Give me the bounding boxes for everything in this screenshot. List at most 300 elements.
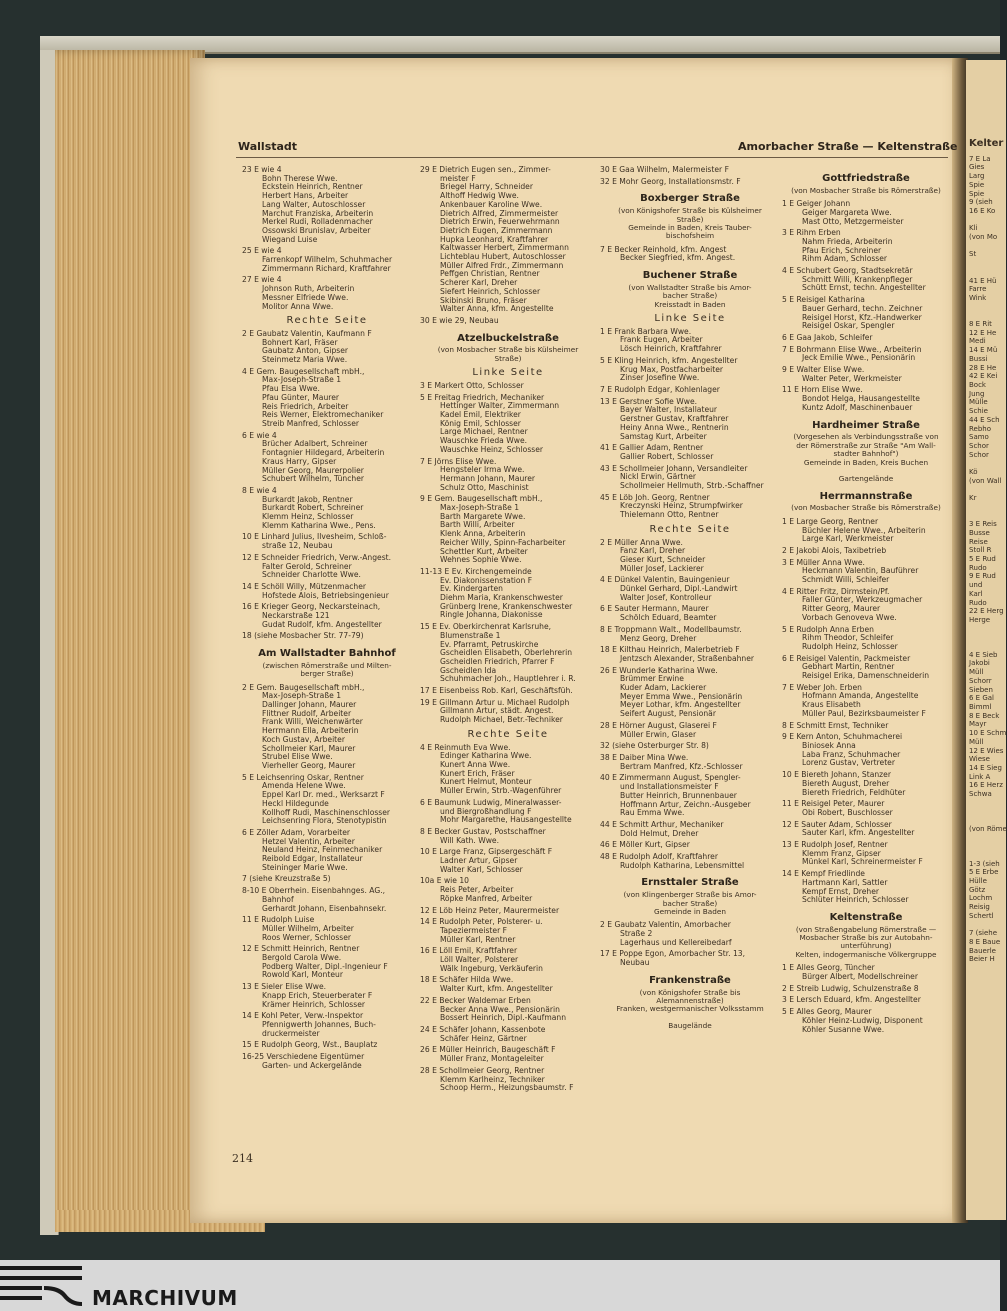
resident-line: Schettler Kurt, Arbeiter	[440, 546, 528, 556]
resident-line: Ladner Artur, Gipser	[440, 856, 518, 866]
next-page-line: Herge	[969, 615, 991, 624]
house-number-line: 1 E Alles Georg, Tüncher	[782, 963, 875, 973]
resident-line: Garten- und Ackergelände	[262, 1060, 362, 1070]
address-entry	[600, 722, 780, 739]
resident-line: Jentzsch Alexander, Straßenbahner	[620, 653, 755, 663]
resident-line: Seifert August, Pensionär	[620, 709, 716, 719]
house-number-line: 4 E Gem. Baugesellschaft mbH.,	[242, 366, 365, 376]
address-entry	[242, 330, 412, 365]
house-number-line: 11 E Reisigel Peter, Maurer	[782, 799, 885, 809]
house-number-line: 18 E Schäfer Hilda Wwe.	[420, 975, 514, 985]
next-page-fragment	[966, 60, 1006, 1220]
address-entry	[782, 996, 950, 1005]
next-page-line: Samo	[969, 433, 989, 442]
house-number-line: 11 E Horn Elise Wwe.	[782, 385, 863, 395]
next-page-line	[966, 799, 1006, 808]
resident-line: Marchut Franziska, Arbeiterin	[262, 208, 374, 218]
next-page-line: Farre	[969, 285, 987, 294]
resident-line: Molitor Anna Wwe.	[262, 301, 334, 311]
next-page-line: Reise	[969, 537, 988, 546]
address-entry	[782, 841, 950, 867]
resident-line: Gebhart Martin, Rentner	[802, 662, 895, 672]
resident-line: Schölch Eduard, Beamter	[620, 613, 717, 623]
next-page-line: Schorr	[969, 676, 992, 685]
house-number-line: 15 E Rudolph Georg, Wst., Bauplatz	[242, 1040, 378, 1050]
resident-line: Lorenz Gustav, Vertreter	[802, 758, 895, 768]
resident-line: Wiegand Luise	[262, 234, 318, 244]
address-entry	[782, 588, 950, 623]
house-number-line: 9 E Walter Elise Wwe.	[782, 365, 865, 375]
next-page-line: (von Wall	[969, 476, 1002, 485]
next-page-line: Stoll R	[969, 546, 992, 555]
next-page-line: Rudo	[969, 563, 987, 572]
resident-line: Heckl Hildegunde	[262, 798, 329, 808]
address-entry	[420, 947, 596, 973]
resident-line: Kunert Helmut, Monteur	[440, 777, 532, 787]
resident-line: Pfau Elsa Wwe.	[262, 384, 320, 394]
resident-line: Köhler Susanne Wwe.	[802, 1024, 885, 1034]
resident-line: Hoffmann Artur, Zeichn.-Ausgeber	[620, 799, 751, 809]
address-entry	[242, 432, 412, 484]
resident-line: Müller Georg, Maurerpolier	[262, 465, 364, 475]
resident-line: Wauschke Frieda Wwe.	[440, 436, 528, 446]
next-page-line: Schwa	[969, 790, 992, 799]
resident-line: Althoff Hedwig Wwe.	[440, 191, 519, 201]
street-description: (von Wallstadter Straße bis Amor- bacher Straße) Kreisstadt in Baden	[628, 282, 752, 309]
address-entry	[600, 178, 780, 187]
address-entry	[420, 1046, 596, 1063]
address-entry	[420, 495, 596, 565]
resident-line: Kadel Emil, Elektriker	[440, 409, 521, 419]
resident-line: Wauschke Heinz, Schlosser	[440, 444, 544, 454]
resident-line: Ev. Kindergarten	[440, 584, 503, 594]
address-entry	[420, 699, 596, 725]
house-number-line: 7 E Weber Joh. Erben	[782, 682, 862, 692]
house-number-line: 3 E Lersch Eduard, kfm. Angestellter	[782, 995, 921, 1005]
resident-line: Faller Günter, Werkzeugmacher	[802, 595, 923, 605]
resident-line: Neuland Heinz, Feinmechaniker	[262, 845, 383, 855]
resident-line: Blumenstraße 1	[440, 630, 501, 640]
resident-line: König Emil, Schlosser	[440, 418, 521, 428]
resident-line: Roos Werner, Schlosser	[262, 932, 352, 942]
address-entry	[782, 655, 950, 681]
resident-line: Rihm Adam, Schlosser	[802, 254, 888, 264]
resident-line: Kraus Harry, Gipser	[262, 456, 337, 466]
resident-line: Schmidt Willi, Schleifer	[802, 575, 890, 585]
next-page-line: Rebho	[969, 424, 992, 433]
resident-line: Becker Siegfried, kfm. Angest.	[620, 253, 736, 263]
resident-line: Walter Anna, kfm. Angestellte	[440, 304, 554, 314]
next-page-line: Mayr	[969, 720, 987, 729]
resident-line: Kunert Anna Wwe.	[440, 760, 511, 769]
house-number-line: 10a E wie 10	[420, 876, 470, 886]
resident-line: Kuntz Adolf, Maschinenbauer	[802, 402, 913, 412]
resident-line: Mohr Margarethe, Hausangestellte	[440, 815, 572, 825]
resident-line: Gerhardt Johann, Eisenbahnsekr.	[262, 903, 387, 913]
resident-line: Merkel Rudi, Rolladenmacher	[262, 217, 373, 227]
resident-line: Schollmeier Karl, Maurer	[262, 743, 356, 753]
resident-line: Müller Erwin, Glaser	[620, 729, 697, 739]
next-page-line: Bussi	[969, 354, 988, 363]
resident-line: Neubau	[620, 958, 650, 968]
resident-line: Steinmetz Maria Wwe.	[262, 355, 348, 365]
address-entry	[420, 623, 596, 684]
next-page-line	[966, 268, 1006, 277]
resident-line: Büchler Helene Wwe., Arbeiterin	[802, 525, 926, 535]
resident-line: Neckarstraße 121	[262, 611, 330, 621]
resident-line: Heckmann Valentin, Bauführer	[802, 566, 919, 576]
address-entry	[782, 559, 950, 585]
next-page-line	[966, 459, 1006, 468]
house-number-line: 7 (siehe Kreuzstraße 5)	[242, 874, 331, 884]
address-entry	[242, 983, 412, 1009]
next-page-line	[966, 834, 1006, 843]
next-page-line	[966, 842, 1006, 851]
resident-line: Klemm Katharina Wwe., Pens.	[262, 520, 376, 530]
house-number-line: 2 E Gaubatz Valentin, Kaufmann F	[242, 328, 372, 338]
resident-line: Skibinski Bruno, Fräser	[440, 295, 527, 305]
next-page-line	[966, 303, 1006, 312]
address-entry	[600, 576, 780, 602]
resident-line: Zinser Josefine Wwe.	[620, 373, 700, 383]
resident-line: und Installationsmeister F	[620, 782, 719, 792]
address-entry	[600, 667, 780, 719]
house-number-line: 6 E Reisigel Valentin, Packmeister	[782, 653, 911, 663]
resident-line: Will Kath. Wwe.	[440, 835, 500, 845]
house-number-line: 13 E Sieler Elise Wwe.	[242, 982, 327, 992]
next-page-line: Schor	[969, 450, 989, 459]
address-entry	[600, 841, 780, 850]
resident-line: Klemm Karlheinz, Techniker	[440, 1074, 545, 1084]
resident-line: Müller Josef, Lackierer	[620, 563, 704, 573]
resident-line: Dünkel Gerhard, Dipl.-Landwirt	[620, 584, 738, 594]
next-page-line: Reisig	[969, 903, 990, 912]
street-description: (von Königshofer Straße bis Külsheimer Straße) Gemeinde in Baden, Kreis Tauber- bischofsheim	[618, 206, 762, 241]
house-number-line: 27 E wie 4	[242, 275, 282, 285]
address-entry	[420, 744, 596, 796]
next-page-line: St	[969, 250, 977, 259]
resident-line: Eckstein Heinrich, Rentner	[262, 182, 363, 192]
address-entry	[420, 976, 596, 993]
resident-line: Lösch Heinrich, Kraftfahrer	[620, 344, 722, 354]
marchivum-logo-icon	[0, 1264, 82, 1308]
next-page-line: Müll	[969, 737, 984, 746]
address-entry	[782, 229, 950, 264]
house-number-line: 5 E Kling Heinrich, kfm. Angestellter	[600, 355, 738, 365]
address-entry	[420, 394, 596, 455]
address-entry	[600, 444, 780, 461]
house-number-line: 7 E Bohrmann Elise Wwe., Arbeiterin	[782, 344, 922, 354]
house-number-line: 11 E Rudolph Luise	[242, 915, 315, 925]
text-column-2	[420, 166, 596, 1096]
address-entry	[782, 964, 950, 981]
house-number-line: 28 E Hörner August, Glaserei F	[600, 720, 717, 730]
next-page-line: Kr	[969, 494, 977, 503]
house-number-line: 2 E Müller Anna Wwe.	[600, 537, 683, 547]
address-entry	[242, 487, 412, 531]
resident-line: Brümmer Erwine	[620, 674, 684, 684]
resident-line: Knapp Erich, Steuerberater F	[262, 990, 373, 1000]
resident-line: Zimmermann Richard, Kraftfahrer	[262, 263, 391, 273]
resident-line: Wehnes Sophie Wwe.	[440, 555, 522, 565]
address-entry	[242, 632, 412, 641]
house-number-line: 7 E Jörns Elise Wwe.	[420, 456, 497, 466]
resident-line: Reibold Edgar, Installateur	[262, 854, 363, 864]
next-page-line: 44 E Sch	[969, 415, 1000, 424]
resident-line: Reisigel Horst, Kfz.-Handwerker	[802, 312, 922, 322]
house-number-line: 6 E Sauter Hermann, Maurer	[600, 604, 709, 614]
address-entry	[600, 754, 780, 771]
address-entry	[782, 334, 950, 343]
house-number-line: 4 E Schubert Georg, Stadtsekretär	[782, 266, 913, 276]
resident-line: Bahnhof	[262, 894, 294, 904]
next-page-line	[966, 816, 1006, 825]
resident-line: Pfau Erich, Schreiner	[802, 245, 882, 255]
next-page-line: Schie	[969, 407, 988, 416]
house-number-line: 43 E Schollmeier Johann, Versandleiter	[600, 463, 748, 473]
street-heading: Herrmannstraße	[819, 490, 913, 502]
resident-line: Vierheller Georg, Maurer	[262, 761, 356, 770]
resident-line: Thielemann Otto, Rentner	[620, 510, 719, 520]
street-side-heading: Rechte Seite	[467, 728, 549, 740]
resident-line: Bauer Gerhard, techn. Zeichner	[802, 303, 923, 313]
resident-line: Klenk Anna, Arbeiterin	[440, 529, 526, 539]
resident-line: Müller Franz, Montageleiter	[440, 1054, 544, 1064]
resident-line: Burkardt Robert, Schreiner	[262, 503, 364, 513]
address-entry	[600, 398, 780, 442]
resident-line: Large Karl, Werkmeister	[802, 534, 894, 544]
resident-line: Bossert Heinrich, Dipl.-Kaufmann	[440, 1013, 567, 1023]
next-page-line: 12 E Wies	[969, 746, 1004, 755]
address-entry	[242, 533, 412, 550]
next-page-line: 7 (siehe	[969, 929, 998, 938]
next-page-line: 4 E Sieb	[969, 650, 998, 659]
resident-line: Müller Wilhelm, Arbeiter	[262, 923, 354, 933]
next-page-line: Kli	[969, 224, 978, 233]
resident-line: Münkel Karl, Schreinermeister F	[802, 857, 923, 867]
resident-line: Rudolph Michael, Betr.-Techniker	[440, 715, 563, 725]
next-page-line: Götz	[969, 885, 986, 894]
next-page-line: 8 E Beck	[969, 711, 1000, 720]
next-page-line	[966, 921, 1006, 930]
next-page-line: Link A	[969, 772, 991, 781]
next-page-line: 42 E Kei	[969, 372, 998, 381]
resident-line: Vorbach Genoveva Wwe.	[802, 612, 897, 622]
resident-line: Hofmann Amanda, Angestellte	[802, 691, 919, 701]
resident-line: Müller Erwin, Strb.-Wagenführer	[440, 786, 562, 796]
house-number-line: 30 E wie 29, Neubau	[420, 315, 499, 325]
house-number-line: 12 E Schmitt Heinrich, Rentner	[242, 944, 360, 954]
resident-line: Krämer Heinrich, Schlosser	[262, 999, 365, 1009]
address-entry	[600, 246, 780, 263]
address-entry	[600, 357, 780, 383]
resident-line: Nickl Erwin, Gärtner	[620, 472, 697, 482]
resident-line: Reis Peter, Arbeiter	[440, 885, 514, 895]
house-number-line: 10 E Linhard Julius, Ilvesheim, Schloß-	[242, 532, 387, 542]
house-number-line: 2 E Streib Ludwig, Schulzenstraße 8	[782, 983, 919, 993]
resident-line: Becker Anna Wwe., Pensionärin	[440, 1004, 560, 1014]
resident-line: Klemm Franz, Gipser	[802, 848, 881, 858]
address-entry	[420, 687, 596, 696]
resident-line: Biereth Friedrich, Feldhüter	[802, 787, 906, 797]
house-number-line: 17 E Eisenbeiss Rob. Karl, Geschäftsfüh.	[420, 686, 573, 696]
house-number-line: 40 E Zimmermann August, Spengler-	[600, 773, 741, 783]
resident-line: Brücher Adalbert, Schreiner	[262, 439, 368, 449]
next-page-line: Sieben	[969, 685, 993, 694]
resident-line: Nahm Frieda, Arbeiterin	[802, 236, 893, 246]
address-entry	[600, 742, 780, 751]
marchivum-wordmark: MARCHIVUM	[92, 1286, 238, 1310]
next-page-line: Hülle	[969, 877, 987, 886]
resident-line: Large Michael, Rentner	[440, 427, 528, 437]
resident-line: Rudolph Katharina, Lebensmittel	[620, 860, 745, 870]
house-number-line: 8 E Schmitt Ernst, Techniker	[782, 720, 889, 730]
resident-line: Rau Emma Wwe.	[620, 808, 685, 818]
address-entry	[600, 605, 780, 622]
resident-line: Kollhoff Rudi, Maschinenschlosser	[262, 807, 391, 817]
house-number-line: 6 E Zöller Adam, Vorarbeiter	[242, 827, 351, 837]
next-page-line: Larg	[969, 172, 985, 181]
text-column-3	[600, 166, 780, 1036]
resident-line: Schollmeier Hellmuth, Strb.-Schaffner	[620, 481, 764, 491]
street-side-heading: Linke Seite	[472, 367, 544, 379]
next-page-line: 14 E Mü	[969, 346, 998, 355]
resident-line: Flittner Rudolf, Arbeiter	[262, 708, 352, 718]
resident-line: Bertram Manfred, Kfz.-Schlosser	[620, 761, 743, 771]
resident-line: Gerstner Gustav, Kraftfahrer	[620, 414, 729, 424]
next-page-line: Schor	[969, 441, 989, 450]
resident-line: Rihm Theodor, Schleifer	[802, 633, 894, 643]
resident-line: Max-Joseph-Straße 1	[262, 375, 342, 385]
address-entry	[782, 626, 950, 652]
address-entry	[242, 583, 412, 600]
next-page-line: Spie	[969, 180, 985, 189]
next-page-line: Bimml	[969, 703, 992, 711]
street-side-heading: Rechte Seite	[649, 523, 731, 535]
resident-line: Müller Alfred Frdr., Zimmermann	[440, 260, 564, 270]
resident-line: Hengsteler Irma Wwe.	[440, 465, 525, 475]
next-page-line	[966, 259, 1006, 268]
house-number-line: 8 E Troppmann Walt., Modellbaumstr.	[600, 624, 742, 634]
resident-line: Herbert Hans, Arbeiter	[262, 191, 349, 201]
address-entry	[420, 458, 596, 493]
address-entry	[420, 568, 596, 620]
resident-line: Heiny Anna Wwe., Rentnerin	[620, 422, 729, 432]
house-number-line: 5 E Rudolph Anna Erben	[782, 624, 874, 634]
resident-line: Dold Helmut, Dreher	[620, 828, 699, 838]
resident-line: Krug Max, Postfacharbeiter	[620, 364, 724, 374]
resident-line: Schubert Wilhelm, Tüncher	[262, 474, 365, 484]
house-number-line: 23 E wie 4	[242, 165, 282, 174]
house-number-line: 6 E wie 4	[242, 430, 277, 440]
house-number-line: 2 E Gem. Baugesellschaft mbH.,	[242, 682, 365, 692]
resident-line: Gieser Kurt, Schneider	[620, 554, 706, 564]
resident-line: Dallinger Johann, Maurer	[262, 700, 357, 710]
resident-line: Max-Joseph-Straße 1	[262, 691, 342, 701]
running-head-right: Amorbacher Straße — Keltenstraße	[738, 140, 958, 153]
house-number-line: 5 E Freitag Friedrich, Mechaniker	[420, 392, 545, 402]
resident-line: Briegel Harry, Schneider	[440, 182, 533, 192]
address-entry	[600, 539, 780, 574]
address-entry	[782, 722, 950, 731]
house-number-line: 38 E Daiber Mina Wwe.	[600, 753, 689, 762]
resident-line: Mast Otto, Metzgermeister	[802, 216, 904, 226]
resident-line: Kreczynski Heinz, Strumpfwirker	[620, 501, 743, 511]
resident-line: Kaltwasser Herbert, Zimmermann	[440, 243, 569, 253]
resident-line: meister F	[440, 173, 476, 183]
address-entry	[600, 494, 780, 520]
resident-line: Walter Kurt, kfm. Angestellter	[440, 984, 553, 994]
street-heading: Frankenstraße	[649, 974, 731, 986]
house-number-line: 14 E Kempf Friedlinde	[782, 869, 865, 879]
next-page-line: Lochm	[969, 894, 993, 903]
resident-line: Falter Gerold, Schreiner	[262, 561, 352, 571]
street-heading: Keltenstraße	[829, 911, 903, 923]
house-number-line: 17 E Poppe Egon, Amorbacher Str. 13,	[600, 949, 746, 959]
next-page-line	[966, 485, 1006, 494]
next-page-line: Jakobi	[969, 659, 990, 668]
house-number-line: 3 E Rihm Erben	[782, 228, 841, 238]
house-number-line: 15 E Ev. Oberkirchenrat Karlsruhe,	[420, 622, 552, 632]
address-entry	[782, 296, 950, 331]
house-number-line: 8 E wie 4	[242, 485, 277, 495]
resident-line: Schuhmacher Joh., Hauptlehrer i. R.	[440, 674, 576, 684]
house-number-line: 9 E Kern Anton, Schuhmacherei	[782, 732, 903, 742]
next-page-line: 5 E Erbe	[969, 868, 999, 877]
street-description: (zwischen Römerstraße und Milten- berger Straße)	[262, 660, 392, 679]
house-number-line: 24 E Schäfer Johann, Kassenbote	[420, 1024, 546, 1034]
resident-line: Frank Willi, Weichenwärter	[262, 717, 363, 727]
resident-line: Hupka Leonhard, Kraftfahrer	[440, 234, 549, 244]
resident-line: Lagerhaus und Kellereibedarf	[620, 937, 732, 947]
address-entry	[242, 247, 412, 273]
house-number-line: 3 E Müller Anna Wwe.	[782, 557, 865, 567]
resident-line: Kraus Elisabeth	[802, 700, 861, 710]
house-number-line: 4 E Ritter Fritz, Dirmstein/Pf.	[782, 586, 890, 596]
house-number-line: 12 E Sauter Adam, Schlosser	[782, 819, 892, 829]
next-page-line: 8 E Baue	[969, 937, 1001, 946]
resident-line: Barth Willi, Arbeiter	[440, 520, 515, 530]
resident-line: Butter Heinrich, Brunnenbauer	[620, 790, 737, 800]
resident-line: Lang Walter, Autoschlosser	[262, 199, 366, 209]
address-entry	[782, 985, 950, 994]
house-number-line: 32 E Mohr Georg, Installationsmstr. F	[600, 176, 741, 186]
resident-line: Röpke Manfred, Arbeiter	[440, 893, 533, 903]
next-page-line: 12 E He	[969, 328, 997, 337]
house-number-line: 11-13 E Ev. Kirchengemeinde	[420, 566, 532, 576]
address-entry	[782, 733, 950, 768]
resident-line: Kuder Adam, Lackierer	[620, 683, 707, 693]
next-page-line: (von Mo	[969, 233, 998, 242]
resident-line: Gaubatz Anton, Gipser	[262, 346, 349, 356]
next-page-line	[966, 625, 1006, 634]
resident-line: Gudat Rudolf, kfm. Angestellter	[262, 619, 382, 629]
resident-line: Hofstede Alois, Betriebsingenieur	[262, 590, 389, 600]
page-number: 214	[232, 1152, 253, 1165]
resident-line: Müller Paul, Bezirksbaumeister F	[802, 708, 926, 718]
house-number-line: 1 E Large Georg, Rentner	[782, 516, 879, 526]
resident-line: Pfau Günter, Maurer	[262, 392, 340, 402]
resident-line: Wälk Ingeburg, Verkäuferin	[440, 963, 543, 973]
next-page-line: Rudo	[969, 598, 987, 607]
next-page-line	[966, 512, 1006, 521]
resident-line: Löll Walter, Polsterer	[440, 955, 519, 965]
resident-line: Biniosek Anna	[802, 741, 856, 750]
address-entry	[420, 382, 596, 391]
resident-line: Hettinger Walter, Zimmermann	[440, 401, 560, 411]
resident-line: Laba Franz, Schuhmacher	[802, 749, 901, 759]
resident-line: Bürger Albert, Modellschreiner	[802, 971, 918, 981]
